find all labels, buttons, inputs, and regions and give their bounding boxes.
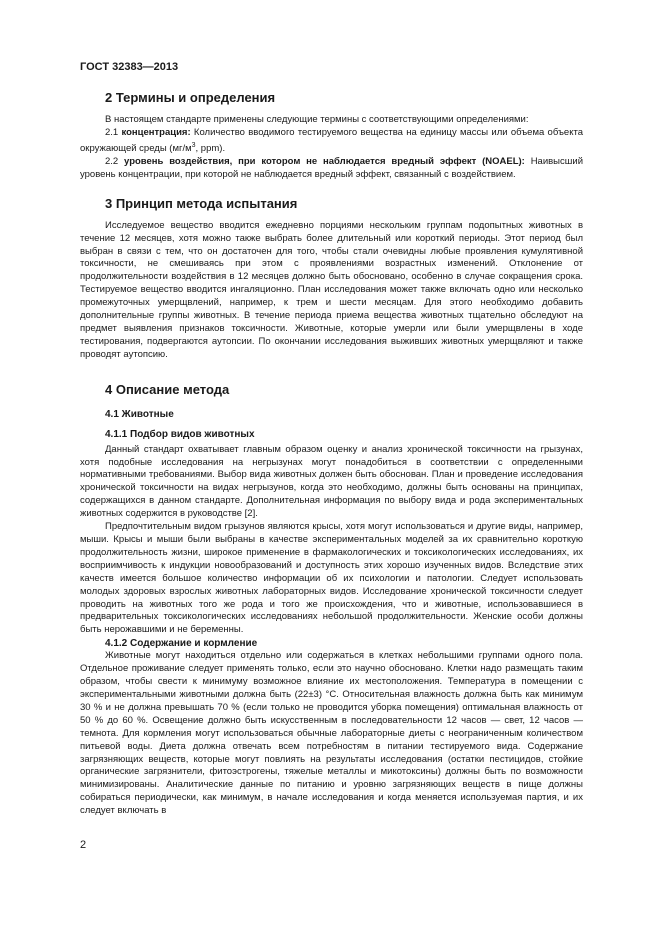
- section-method: [80, 382, 583, 818]
- document-code: ГОСТ 32383—2013: [80, 61, 179, 73]
- term-2-number: 2.2: [105, 155, 125, 167]
- section-principle: [80, 196, 583, 362]
- term-1-number: 2.1: [105, 126, 122, 138]
- section-terms: [80, 90, 583, 182]
- section-4-title: 4 Описание метода: [105, 381, 230, 397]
- page-content: [80, 90, 583, 818]
- term-concentration: [80, 127, 583, 156]
- term-2-definition: Наивысший уровень концентрации, при которой не наблюдается вредный эффект, связанный с воздействием.: [80, 155, 583, 180]
- page-number: 2: [80, 839, 87, 851]
- term-1-definition-b: , ppm).: [195, 142, 226, 154]
- term-1-definition-a: Количество вводимого тестируемого вещества на единицу массы или объема объекта окружающей среды (мг/м: [80, 126, 583, 154]
- section-2-intro: В настоящем стандарте применены следующие термины с соответствующими определениями:: [105, 114, 529, 125]
- subsection-4-1-1-title: 4.1.1 Подбор видов животных: [105, 428, 255, 440]
- subsection-4-1-title: 4.1 Животные: [105, 408, 174, 420]
- section-3-title: 3 Принцип метода испытания: [105, 195, 298, 211]
- section-2-title: 2 Термины и определения: [105, 90, 276, 105]
- term-2-name: уровень воздействия, при котором не наблюдается вредный эффект (NOAEL):: [124, 155, 525, 167]
- term-1-name: концентрация:: [121, 126, 191, 138]
- paragraph-4-1-1-a: Данный стандарт охватывает главным образом оценку и анализ хронической токсичности на грызунах, хотя подобные исследования на негрызунах могут понадобиться в соответствии с определенными нормативными требованиями. Выбор вида животных должен быть обоснован. План и проведение исследования хронической токсичности на видах негрызунов, когда это необходимо, должны быть основаны на принципах, содержащихся в данном стандарте. Дополнительная информация по выбору вида и рода экспериментальных животных содержится в руководстве [2].: [80, 443, 583, 520]
- term-1-superscript: 3: [191, 141, 196, 149]
- paragraph-4-1-2: Животные могут находиться отдельно или содержаться в клетках небольшими группами одного пола. Отдельное проживание следует применять только, если это научно обосновано. Клетки надо размещать таким образом, чтобы свести к минимуму возможное влияние их местоположения. Температура в помещении с экспериментальными животными должна быть (22±3) °С. Относительная влажность должна быть как минимум 30 % и не должна превышать 70 % (если только не проводится уборка помещения) оптимальная влажность от 50 % до 60 %. Освещение должно быть искусственным в последовательности 12 часов — свет, 12 часов — темнота. Для кормления могут использоваться обычные лабораторные диеты с неограниченным количеством питьевой воды. Диета должна отвечать всем потребностям в питании тестируемого вида. Содержание загрязняющих веществ, которые могут повлиять на результаты исследования (остатки пестицидов, стойкие органические загрязнители, фитоэстрогены, тяжелые металлы и микотоксины) должны быть по возможности минимизированы. Аналитические данные по питанию и уровню загрязняющих веществ в пище должны собираться периодически, как минимум, в начале исследования и когда меняется используемая партия, и их следует включать в: [80, 650, 583, 817]
- term-noael: [80, 156, 583, 182]
- paragraph-4-1-1-b: Предпочтительным видом грызунов являются крысы, хотя могут использоваться и другие виды, например, мыши. Крысы и мыши были выбраны в качестве экспериментальных моделей за их сравнительно короткую продолжительность жизни, широкое применение в фармакологических и токсикологических исследованиях, их восприимчивость к индукции новообразований и доступность этих хорошо изученных видов. Вследствие этих качеств имеется большое количество информации об их психологии и патологии. Следует использовать молодых здоровых взрослых животных лабораторных видов. Исследование хронической токсичности следует проводить на животных того же рода и того же происхождения, что и животные, использовавшиеся в предварительных токсикологических исследованиях небольшой продолжительности. Женские особи должны быть нерожавшими и не беременны.: [80, 521, 583, 636]
- subsection-4-1-2-title: 4.1.2 Содержание и кормление: [105, 638, 258, 650]
- section-3-paragraph: Исследуемое вещество вводится ежедневно порциями нескольким группам подопытных животных в течение 12 месяцев, хотя можно также выбрать более длительный или короткий периоды. Этот период был выбран в связи с тем, что он достаточен для того, чтобы стали очевидны любые проявления кумулятивной токсичности, не смешиваясь при этом с проявлениями возрастных изменений. Отклонение от продолжительности воздействия в 12 месяцев должно быть обосновано, особенно в случае сокращения срока. Тестируемое вещество вводится ингаляционно. План исследования может также включать одно или несколько промежуточных умерщвлений, например, к трем и шести месяцам. Для этого необходимо добавить дополнительные группы животных. В течение периода приема вещества животных тщательно обследуют на предмет выявления признаков токсичности. Животные, которые умерли или были умерщвлены в ходе тестирования, подвергаются аутопсии. По окончании исследования выживших животных умерщвляют и также проводят аутопсию.: [80, 219, 583, 360]
